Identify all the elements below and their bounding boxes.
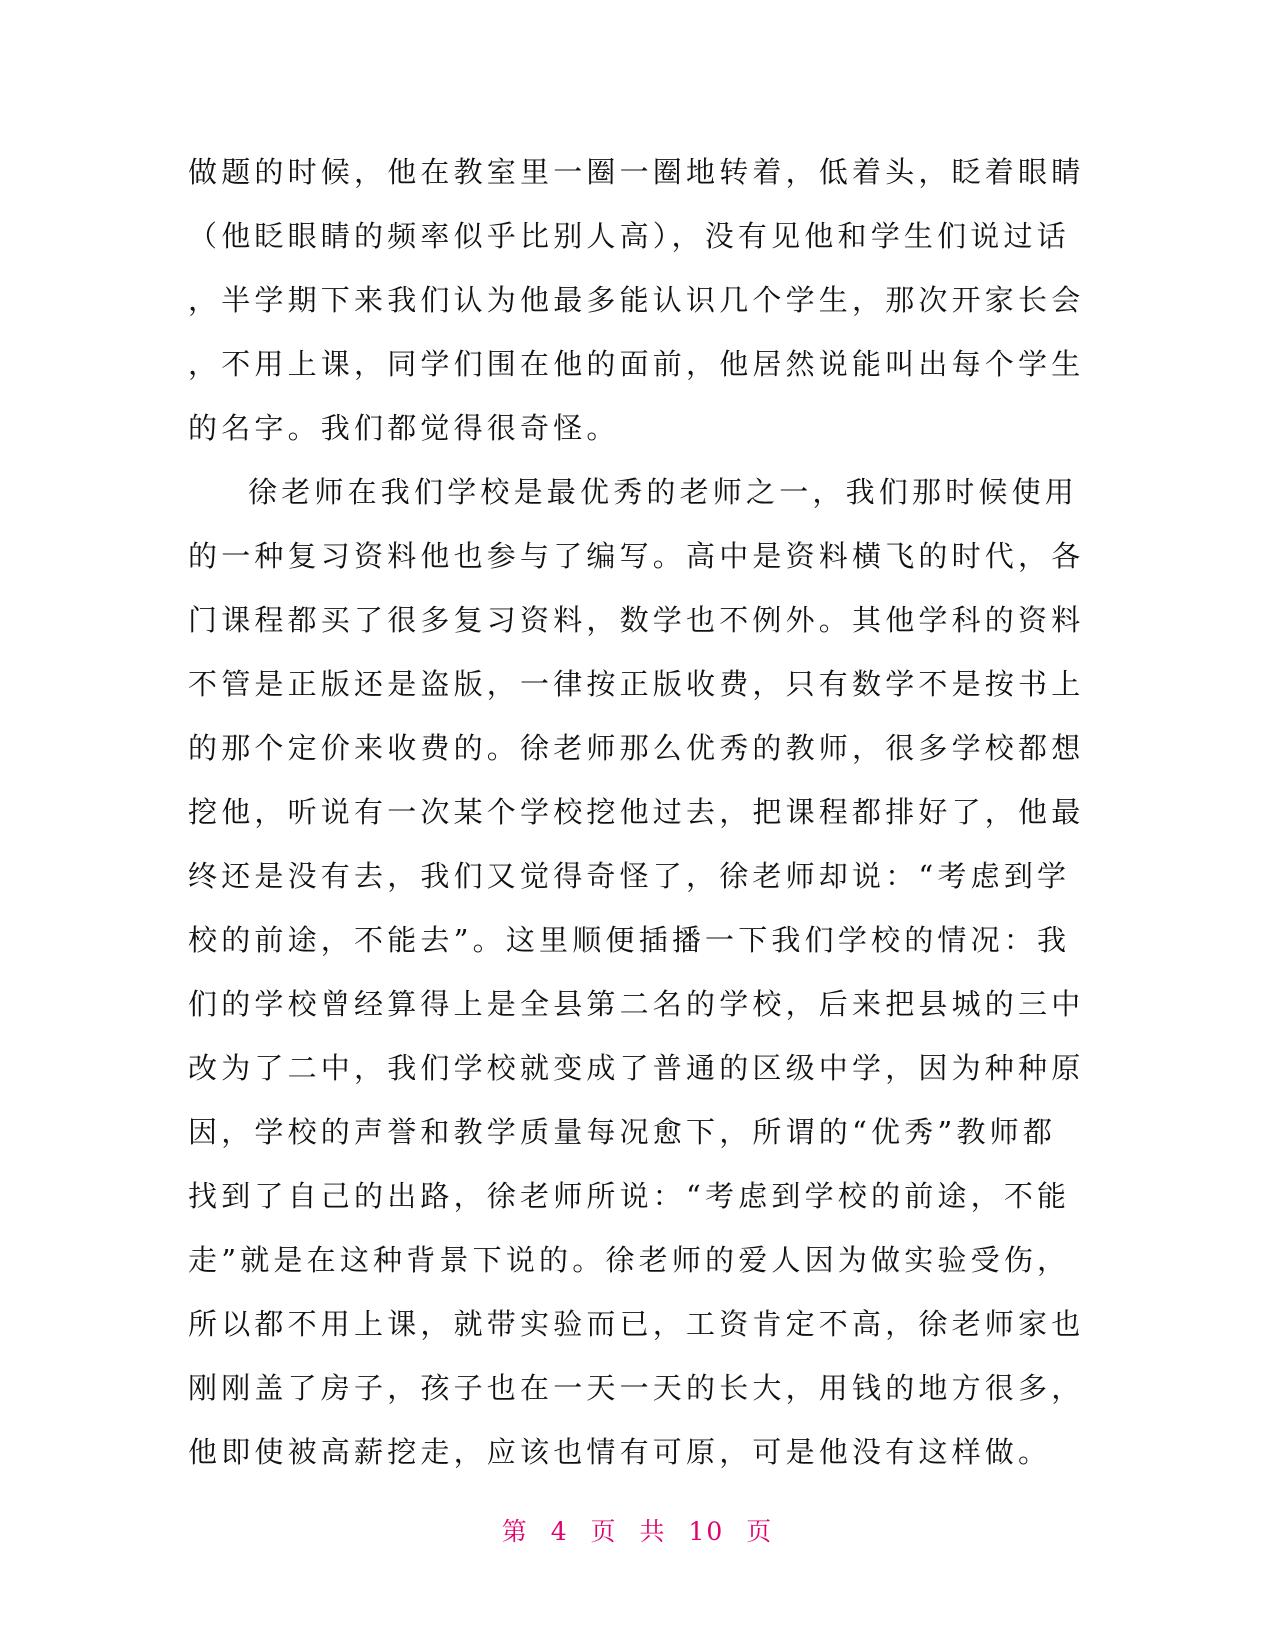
- text-line: 因，学校的声誉和教学质量每况愈下，所谓的“优秀”教师都: [188, 1115, 1057, 1149]
- current-page-number: 4: [550, 1517, 569, 1546]
- footer-label-total: 共: [639, 1517, 667, 1546]
- total-pages-number: 10: [688, 1517, 725, 1546]
- page-footer: [0, 1512, 1275, 1548]
- text-line: ，半学期下来我们认为他最多能认识几个学生，那次开家长会: [188, 283, 1085, 317]
- text-line: 不管是正版还是盗版，一律按正版收费，只有数学不是按书上: [188, 667, 1085, 701]
- text-line: 的名字。我们都觉得很奇怪。: [188, 411, 620, 445]
- text-line: （他眨眼睛的频率似乎比别人高），没有见他和学生们说过话: [188, 219, 1070, 253]
- body-text: [188, 140, 1088, 1484]
- paragraph-start-line: 徐老师在我们学校是最优秀的老师之一，我们那时候使用: [248, 475, 1079, 509]
- text-line: ，不用上课，同学们围在他的面前，他居然说能叫出每个学生: [188, 347, 1085, 381]
- text-line: 找到了自己的出路，徐老师所说：“考虑到学校的前途，不能: [188, 1179, 1071, 1213]
- text-line: 终还是没有去，我们又觉得奇怪了，徐老师却说：“考虑到学: [188, 859, 1071, 893]
- text-line: 们的学校曾经算得上是全县第二名的学校，后来把县城的三中: [188, 987, 1085, 1021]
- text-line: 的那个定价来收费的。徐老师那么优秀的教师，很多学校都想: [188, 731, 1085, 765]
- text-line: 做题的时候，他在教室里一圈一圈地转着，低着头，眨着眼睛: [188, 155, 1085, 189]
- footer-label-prefix: 第: [501, 1517, 529, 1546]
- text-line: 门课程都买了很多复习资料，数学也不例外。其他学科的资料: [188, 603, 1085, 637]
- text-line: 挖他，听说有一次某个学校挖他过去，把课程都排好了，他最: [188, 795, 1085, 829]
- footer-label-suffix: 页: [746, 1517, 774, 1546]
- text-line: 走”就是在这种背景下说的。徐老师的爱人因为做实验受伤，: [188, 1243, 1071, 1277]
- text-line: 改为了二中，我们学校就变成了普通的区级中学，因为种种原: [188, 1051, 1085, 1085]
- footer-label-page: 页: [590, 1517, 618, 1546]
- text-line: 刚刚盖了房子，孩子也在一天一天的长大，用钱的地方很多，: [188, 1371, 1085, 1405]
- text-line: 校的前途，不能去”。这里顺便插播一下我们学校的情况：我: [188, 923, 1071, 957]
- text-line: 所以都不用上课，就带实验而已，工资肯定不高，徐老师家也: [188, 1307, 1085, 1341]
- text-line: 的一种复习资料他也参与了编写。高中是资料横飞的时代，各: [188, 539, 1085, 573]
- text-line: 他即使被高薪挖走，应该也情有可原，可是他没有这样做。: [188, 1435, 1052, 1469]
